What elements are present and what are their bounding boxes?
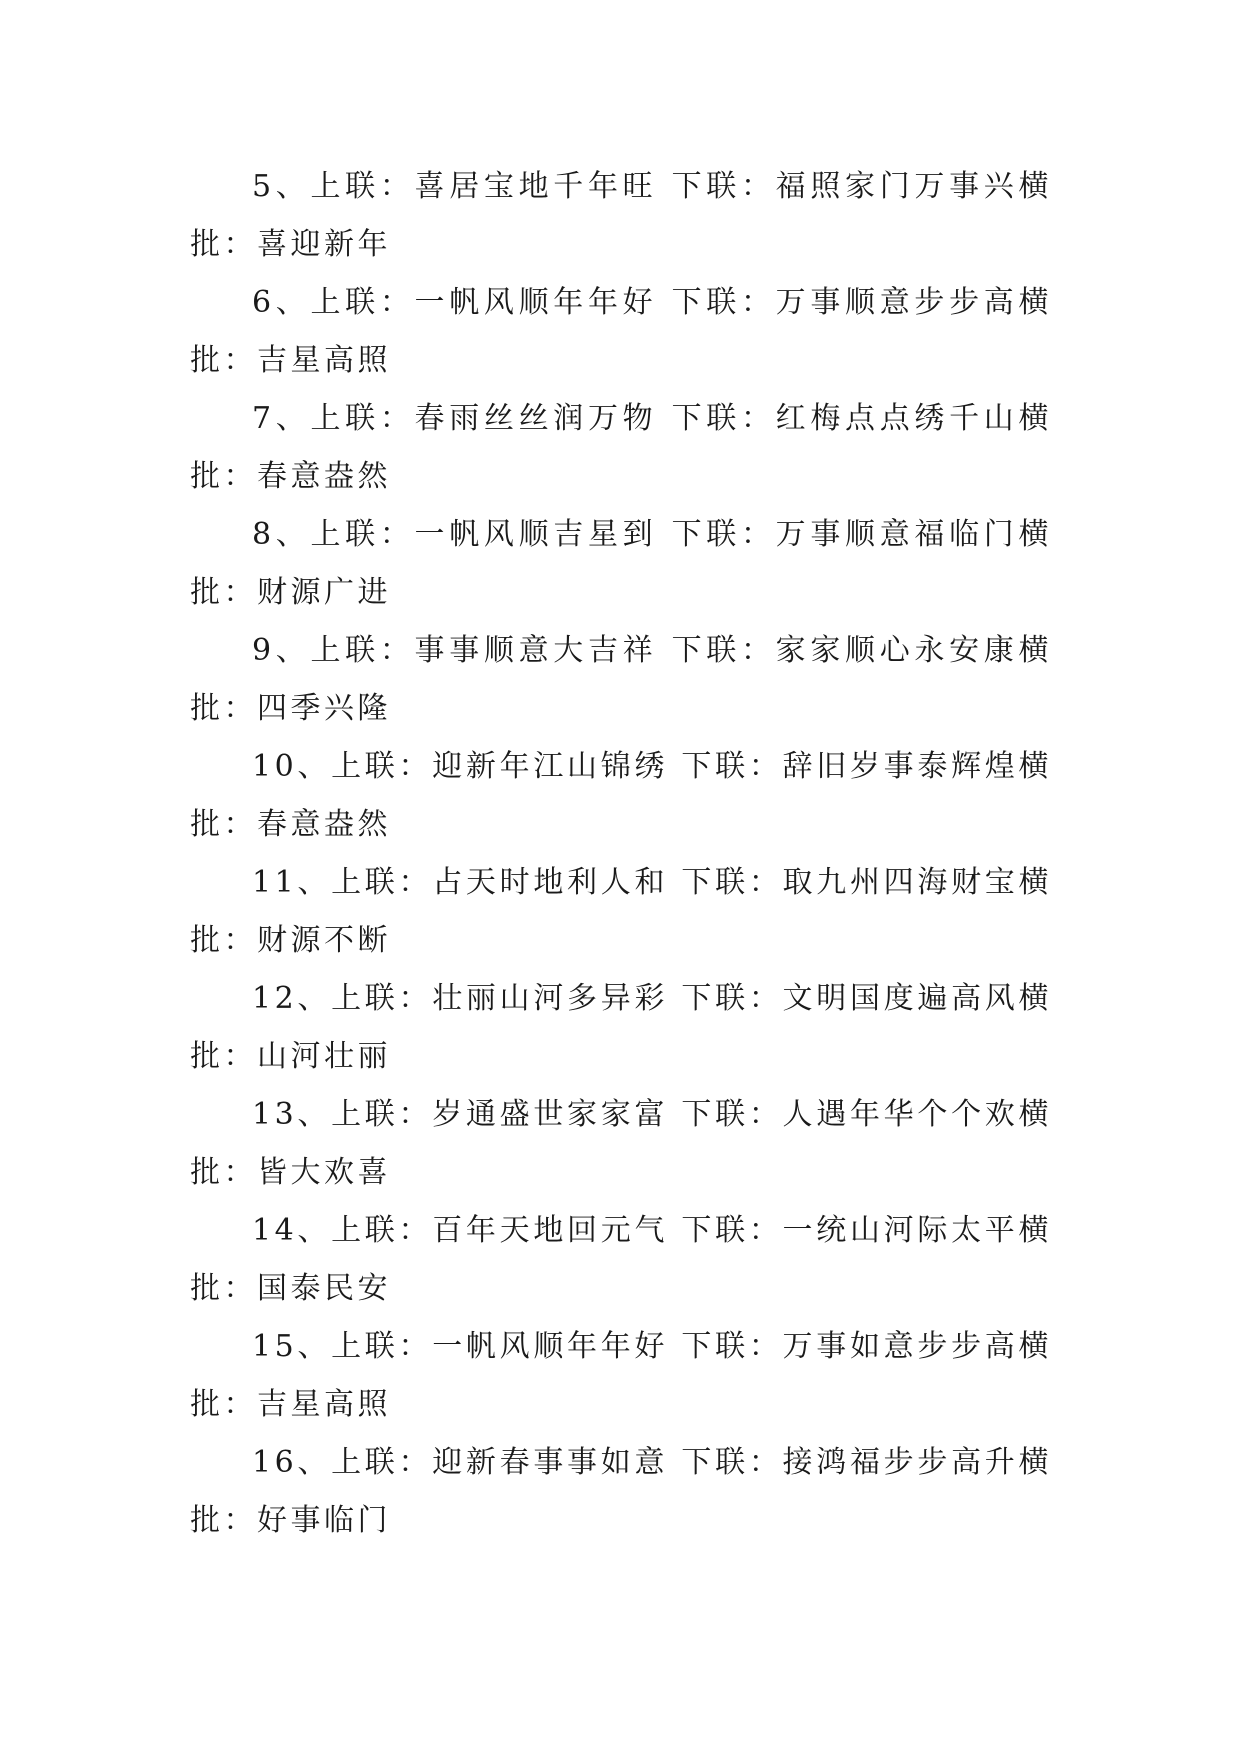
document-body [190,158,1052,1550]
couplet-paragraph: 13、上联：岁通盛世家家富 下联：人遇年华个个欢横批：皆大欢喜 [190,1097,1052,1190]
couplet-paragraph: 7、上联：春雨丝丝润万物 下联：红梅点点绣千山横批：春意盎然 [190,401,1052,494]
couplet-paragraph: 9、上联：事事顺意大吉祥 下联：家家顺心永安康横批：四季兴隆 [190,633,1052,726]
couplet-paragraph: 14、上联：百年天地回元气 下联：一统山河际太平横批：国泰民安 [190,1213,1052,1306]
couplet-paragraph: 16、上联：迎新春事事如意 下联：接鸿福步步高升横批：好事临门 [190,1445,1052,1538]
couplet-paragraph: 5、上联：喜居宝地千年旺 下联：福照家门万事兴横批：喜迎新年 [190,169,1052,262]
couplet-paragraph: 8、上联：一帆风顺吉星到 下联：万事顺意福临门横批：财源广进 [190,517,1052,610]
couplet-paragraph: 15、上联：一帆风顺年年好 下联：万事如意步步高横批：吉星高照 [190,1329,1052,1422]
couplet-paragraph: 12、上联：壮丽山河多异彩 下联：文明国度遍高风横批：山河壮丽 [190,981,1052,1074]
couplet-paragraph: 10、上联：迎新年江山锦绣 下联：辞旧岁事泰辉煌横批：春意盎然 [190,749,1052,842]
couplet-paragraph: 11、上联：占天时地利人和 下联：取九州四海财宝横批：财源不断 [190,865,1052,958]
couplet-paragraph: 6、上联：一帆风顺年年好 下联：万事顺意步步高横批：吉星高照 [190,285,1052,378]
